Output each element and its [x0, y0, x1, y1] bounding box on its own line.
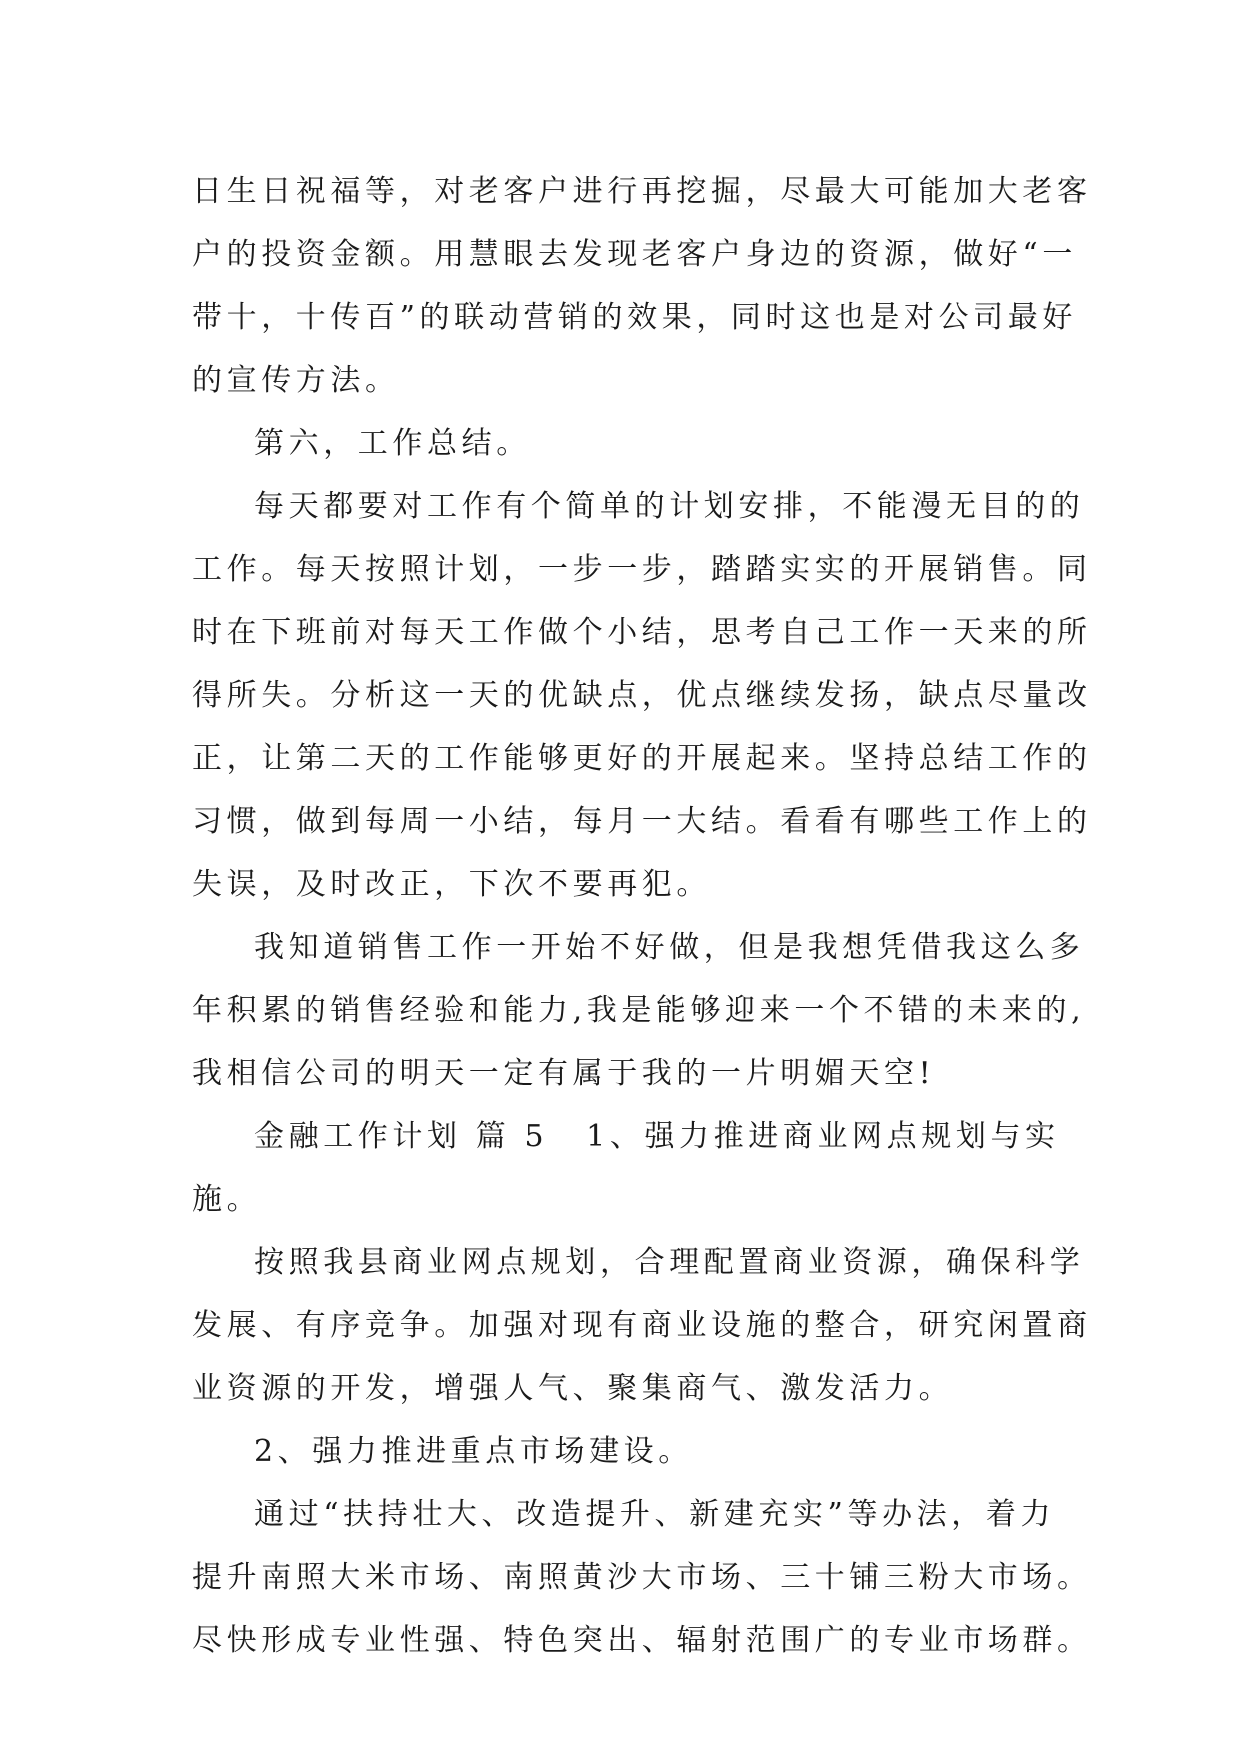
text-line: 我相信公司的明天一定有属于我的一片明媚天空!: [192, 1056, 936, 1091]
text-line: 通过“扶持壮大、改造提升、新建充实”等办法，着力: [254, 1497, 1056, 1532]
text-line: 习惯，做到每周一小结，每月一大结。看看有哪些工作上的: [192, 804, 1092, 839]
text-line: 提升南照大米市场、南照黄沙大市场、三十铺三粉大市场。: [192, 1560, 1092, 1595]
item-heading: 2、强力推进重点市场建设。: [254, 1434, 693, 1469]
text-line: 时在下班前对每天工作做个小结，思考自己工作一天来的所: [192, 615, 1092, 650]
text-line: 年积累的销售经验和能力,我是能够迎来一个不错的未来的,: [192, 993, 1086, 1028]
text-line: 带十，十传百”的联动营销的效果，同时这也是对公司最好: [192, 300, 1077, 335]
text-line: 尽快形成专业性强、特色突出、辐射范围广的专业市场群。: [192, 1623, 1092, 1658]
text-line: 我知道销售工作一开始不好做，但是我想凭借我这么多: [254, 930, 1085, 965]
article-title: 金融工作计划 篇 5: [254, 1119, 549, 1154]
text-line: 户的投资金额。用慧眼去发现老客户身边的资源，做好“一: [192, 237, 1077, 272]
text-line: 每天都要对工作有个简单的计划安排，不能漫无目的的: [254, 489, 1085, 524]
section-heading: 第六，工作总结。: [254, 426, 531, 461]
text-line: 正，让第二天的工作能够更好的开展起来。坚持总结工作的: [192, 741, 1092, 776]
text-line: 施。: [192, 1182, 262, 1217]
text-line: 工作。每天按照计划，一步一步，踏踏实实的开展销售。同: [192, 552, 1092, 587]
document-body: [192, 160, 1092, 1672]
text-line: [192, 1105, 1060, 1168]
text-line: 按照我县商业网点规划，合理配置商业资源，确保科学: [254, 1245, 1085, 1280]
text-line: 日生日祝福等，对老客户进行再挖掘，尽最大可能加大老客: [192, 174, 1092, 209]
text-line: 业资源的开发，增强人气、聚集商气、激发活力。: [192, 1371, 954, 1406]
text-line: 得所失。分析这一天的优缺点，优点继续发扬，缺点尽量改: [192, 678, 1092, 713]
text-line: 的宣传方法。: [192, 363, 400, 398]
text-line: 失误，及时改正，下次不要再犯。: [192, 867, 711, 902]
text-line: 发展、有序竞争。加强对现有商业设施的整合，研究闲置商: [192, 1308, 1092, 1343]
item-heading: 1、强力推进商业网点规划与实: [586, 1119, 1060, 1154]
